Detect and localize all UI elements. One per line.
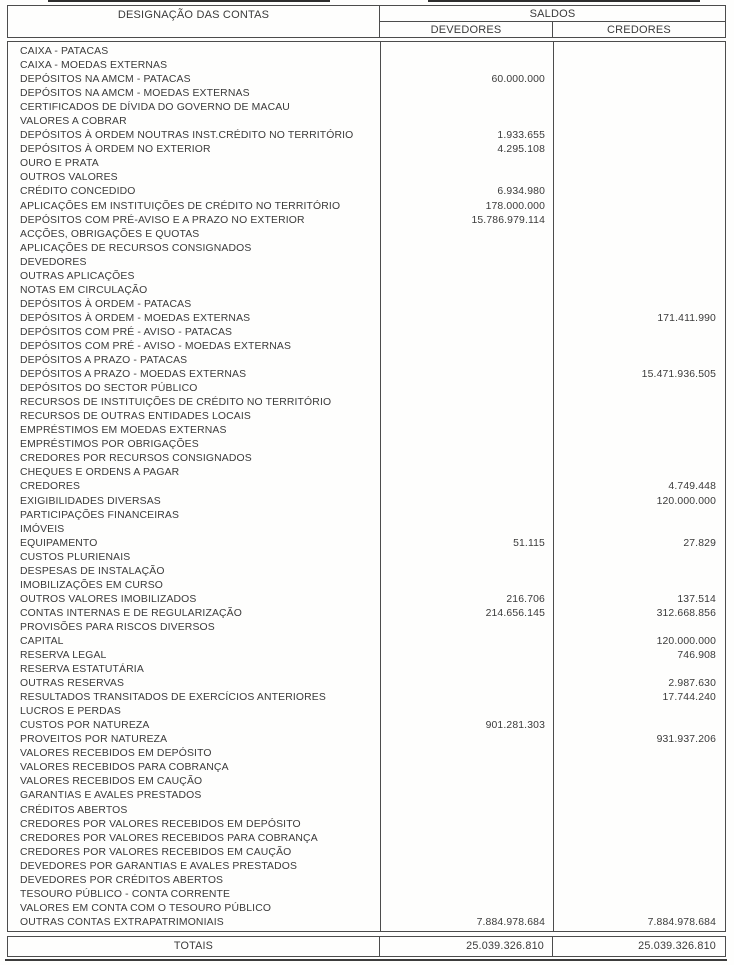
table-row xyxy=(8,157,725,171)
table-row xyxy=(8,789,725,803)
devedores-value xyxy=(380,663,553,677)
account-name: ACÇÕES, OBRIGAÇÕES E QUOTAS xyxy=(20,228,200,240)
account-name: CREDORES POR VALORES RECEBIDOS EM DEPÓSITO xyxy=(20,818,301,830)
credores-value xyxy=(553,185,725,199)
table-row xyxy=(8,649,725,663)
devedores-value xyxy=(380,565,553,579)
account-name: VALORES EM CONTA COM O TESOURO PÚBLICO xyxy=(20,902,272,914)
devedores-value: 4.295.108 xyxy=(497,144,545,156)
table-row xyxy=(8,256,725,270)
account-name: OUTROS VALORES IMOBILIZADOS xyxy=(20,593,197,605)
credores-value: 17.744.240 xyxy=(662,692,716,704)
devedores-value xyxy=(380,495,553,509)
credores-value xyxy=(553,73,725,87)
devedores-value xyxy=(380,846,553,860)
table-row xyxy=(8,73,725,87)
account-name: CREDORES POR RECURSOS CONSIGNADOS xyxy=(20,453,252,465)
credores-value xyxy=(553,157,725,171)
credores-value xyxy=(553,284,725,298)
account-name: DEPÓSITOS DO SECTOR PÚBLICO xyxy=(20,383,198,395)
table-row xyxy=(8,270,725,284)
devedores-value xyxy=(380,509,553,523)
devedores-value xyxy=(380,396,553,410)
account-name: LUCROS E PERDAS xyxy=(20,706,121,718)
table-row xyxy=(8,846,725,860)
table-row xyxy=(8,228,725,242)
table-row xyxy=(8,242,725,256)
table-row xyxy=(8,607,725,621)
devedores-value xyxy=(380,438,553,452)
credores-value xyxy=(553,228,725,242)
table-row xyxy=(8,593,725,607)
credores-value xyxy=(553,888,725,902)
devedores-value xyxy=(380,789,553,803)
account-name: OUTRAS APLICAÇÕES xyxy=(20,270,135,282)
devedores-value xyxy=(380,382,553,396)
table-row xyxy=(8,87,725,101)
table-row xyxy=(8,214,725,228)
credores-value: 137.514 xyxy=(677,593,716,605)
table-header xyxy=(7,5,726,38)
devedores-value xyxy=(380,354,553,368)
table-row xyxy=(8,143,725,157)
credores-value xyxy=(553,45,725,59)
devedores-value xyxy=(380,410,553,424)
credores-value: 7.884.978.684 xyxy=(647,916,716,928)
devedores-value xyxy=(380,733,553,747)
table-row xyxy=(8,129,725,143)
account-name: RESULTADOS TRANSITADOS DE EXERCÍCIOS ANTERIORES xyxy=(20,692,326,704)
account-name: DEPÓSITOS NA AMCM - PATACAS xyxy=(20,74,191,86)
table-row xyxy=(8,860,725,874)
devedores-value xyxy=(380,761,553,775)
credores-value xyxy=(553,747,725,761)
table-row xyxy=(8,916,725,930)
table-row xyxy=(8,200,725,214)
devedores-value xyxy=(380,874,553,888)
credores-value: 931.937.206 xyxy=(656,734,716,746)
accounts-table-body-box xyxy=(7,41,726,932)
credores-value: 2.987.630 xyxy=(668,678,716,690)
table-row xyxy=(8,523,725,537)
credores-value xyxy=(553,242,725,256)
account-name: CUSTOS PLURIENAIS xyxy=(20,551,131,563)
account-name: PARTICIPAÇÕES FINANCEIRAS xyxy=(20,509,180,521)
account-name: DEPÓSITOS À ORDEM NOUTRAS INST.CRÉDITO NO TERRITÓRIO xyxy=(20,130,354,142)
account-name: TESOURO PÚBLICO - CONTA CORRENTE xyxy=(20,888,231,900)
account-name: DEPÓSITOS À ORDEM NO EXTERIOR xyxy=(20,144,211,156)
credores-value xyxy=(553,326,725,340)
credores-value: 4.749.448 xyxy=(668,481,716,493)
credores-value xyxy=(553,621,725,635)
account-name: DEPÓSITOS À ORDEM - MOEDAS EXTERNAS xyxy=(20,312,251,324)
devedores-value xyxy=(380,747,553,761)
accounts-body xyxy=(8,42,725,931)
credores-value: 312.668.856 xyxy=(656,607,716,619)
devedores-value xyxy=(380,340,553,354)
credores-value xyxy=(553,846,725,860)
devedores-value xyxy=(380,87,553,101)
credores-value xyxy=(553,87,725,101)
account-name: OURO E PRATA xyxy=(20,158,99,170)
account-name: APLICAÇÕES DE RECURSOS CONSIGNADOS xyxy=(20,242,252,254)
table-row xyxy=(8,747,725,761)
scan-artifact-top-line xyxy=(428,0,700,2)
credores-value xyxy=(553,719,725,733)
devedores-value xyxy=(380,270,553,284)
account-name: OUTROS VALORES xyxy=(20,172,118,184)
account-name: PROVEITOS POR NATUREZA xyxy=(20,734,168,746)
devedores-value xyxy=(380,523,553,537)
account-name: NOTAS EM CIRCULAÇÃO xyxy=(20,284,148,296)
account-name: RESERVA LEGAL xyxy=(20,650,107,662)
table-row xyxy=(8,480,725,494)
account-name: CAIXA - PATACAS xyxy=(20,46,109,57)
account-name: DEVEDORES xyxy=(20,256,87,268)
devedores-value xyxy=(380,284,553,298)
devedores-value xyxy=(380,677,553,691)
scan-artifact-bottom-line xyxy=(5,959,727,961)
account-name: GARANTIAS E AVALES PRESTADOS xyxy=(20,790,202,802)
credores-value xyxy=(553,509,725,523)
table-row xyxy=(8,635,725,649)
column-header-saldos: SALDOS xyxy=(380,6,725,22)
column-divider xyxy=(553,42,554,931)
credores-value xyxy=(553,214,725,228)
table-row xyxy=(8,424,725,438)
devedores-value xyxy=(380,902,553,916)
devedores-value xyxy=(380,551,553,565)
account-name: DEVEDORES POR GARANTIAS E AVALES PRESTADOS xyxy=(20,860,298,872)
devedores-value xyxy=(380,621,553,635)
table-row xyxy=(8,691,725,705)
credores-value xyxy=(553,438,725,452)
table-row xyxy=(8,466,725,480)
account-name: OUTRAS RESERVAS xyxy=(20,678,125,690)
account-name: EMPRÉSTIMOS EM MOEDAS EXTERNAS xyxy=(20,425,227,437)
devedores-value xyxy=(380,242,553,256)
credores-value xyxy=(553,551,725,565)
credores-value xyxy=(553,452,725,466)
credores-value xyxy=(553,579,725,593)
scan-artifact-top-line xyxy=(48,0,330,2)
credores-value xyxy=(553,340,725,354)
credores-value xyxy=(553,354,725,368)
table-row xyxy=(8,733,725,747)
table-row xyxy=(8,326,725,340)
account-name: DEVEDORES POR CRÉDITOS ABERTOS xyxy=(20,874,224,886)
table-row xyxy=(8,621,725,635)
account-name: CRÉDITOS ABERTOS xyxy=(20,804,128,816)
table-row xyxy=(8,677,725,691)
account-name: DEPÓSITOS A PRAZO - PATACAS xyxy=(20,355,188,367)
credores-value xyxy=(553,466,725,480)
credores-value xyxy=(553,424,725,438)
devedores-value: 60.000.000 xyxy=(491,74,545,86)
devedores-value: 214.656.145 xyxy=(485,607,545,619)
account-name: CRÉDITO CONCEDIDO xyxy=(20,186,136,198)
column-divider xyxy=(380,42,381,931)
devedores-value xyxy=(380,424,553,438)
table-row xyxy=(8,45,725,59)
credores-value xyxy=(553,410,725,424)
credores-value xyxy=(553,396,725,410)
account-name: CAIXA - MOEDAS EXTERNAS xyxy=(20,60,168,72)
account-name: DEPÓSITOS A PRAZO - MOEDAS EXTERNAS xyxy=(20,369,247,381)
table-row xyxy=(8,312,725,326)
credores-value xyxy=(553,789,725,803)
devedores-value xyxy=(380,804,553,818)
credores-value xyxy=(553,270,725,284)
credores-value xyxy=(553,565,725,579)
credores-value xyxy=(553,832,725,846)
account-name: CREDORES POR VALORES RECEBIDOS EM CAUÇÃO xyxy=(20,846,292,858)
account-name: EXIGIBILIDADES DIVERSAS xyxy=(20,495,161,507)
account-name: CUSTOS POR NATUREZA xyxy=(20,720,150,732)
account-name: APLICAÇÕES EM INSTITUIÇÕES DE CRÉDITO NO TERRITÓRIO xyxy=(20,200,341,212)
credores-value: 27.829 xyxy=(683,537,716,549)
table-row xyxy=(8,874,725,888)
credores-value xyxy=(553,705,725,719)
account-name: VALORES RECEBIDOS EM CAUÇÃO xyxy=(20,776,203,788)
table-row xyxy=(8,579,725,593)
table-row xyxy=(8,115,725,129)
credores-value xyxy=(553,59,725,73)
table-row xyxy=(8,663,725,677)
table-row xyxy=(8,298,725,312)
devedores-value xyxy=(380,256,553,270)
account-name: OUTRAS CONTAS EXTRAPATRIMONIAIS xyxy=(20,916,224,928)
table-row xyxy=(8,761,725,775)
column-header-devedores: DEVEDORES xyxy=(380,22,553,37)
table-row xyxy=(8,775,725,789)
table-row xyxy=(8,284,725,298)
devedores-value xyxy=(380,452,553,466)
totals-credores-value: 25.039.326.810 xyxy=(638,940,716,952)
credores-value: 171.411.990 xyxy=(657,312,716,324)
credores-value xyxy=(553,200,725,214)
totals-row xyxy=(7,936,726,957)
devedores-value: 7.884.978.684 xyxy=(476,916,545,928)
credores-value xyxy=(553,256,725,270)
credores-value xyxy=(553,171,725,185)
account-name: DESPESAS DE INSTALAÇÃO xyxy=(20,565,165,577)
devedores-value: 178.000.000 xyxy=(485,200,545,212)
account-name: VALORES A COBRAR xyxy=(20,116,127,128)
devedores-value xyxy=(380,157,553,171)
table-row xyxy=(8,340,725,354)
devedores-value: 15.786.979.114 xyxy=(471,214,545,226)
devedores-value: 901.281.303 xyxy=(485,720,545,732)
account-name: CONTAS INTERNAS E DE REGULARIZAÇÃO xyxy=(20,607,242,619)
credores-value xyxy=(553,143,725,157)
table-row xyxy=(8,410,725,424)
table-row xyxy=(8,185,725,199)
devedores-value xyxy=(380,115,553,129)
table-row xyxy=(8,368,725,382)
totals-devedores-value: 25.039.326.810 xyxy=(380,937,553,956)
credores-value xyxy=(553,775,725,789)
devedores-value xyxy=(380,45,553,59)
account-name: EMPRÉSTIMOS POR OBRIGAÇÕES xyxy=(20,439,199,451)
account-name: CHEQUES E ORDENS A PAGAR xyxy=(20,467,180,479)
devedores-value xyxy=(380,326,553,340)
credores-value xyxy=(553,298,725,312)
devedores-value xyxy=(380,480,553,494)
devedores-value xyxy=(380,228,553,242)
credores-value: 120.000.000 xyxy=(656,495,716,507)
table-row xyxy=(8,495,725,509)
devedores-value xyxy=(380,888,553,902)
account-name: DEPÓSITOS COM PRÉ-AVISO E A PRAZO NO EXTERIOR xyxy=(20,214,305,226)
table-row xyxy=(8,101,725,115)
table-row xyxy=(8,551,725,565)
credores-value xyxy=(553,663,725,677)
account-name: DEPÓSITOS À ORDEM - PATACAS xyxy=(20,298,192,310)
account-name: IMOBILIZAÇÕES EM CURSO xyxy=(20,579,164,591)
account-name: DEPÓSITOS COM PRÉ - AVISO - MOEDAS EXTERNAS xyxy=(20,340,292,352)
table-row xyxy=(8,818,725,832)
table-row xyxy=(8,804,725,818)
account-name: RESERVA ESTATUTÁRIA xyxy=(20,664,144,676)
account-name: DEPÓSITOS NA AMCM - MOEDAS EXTERNAS xyxy=(20,88,250,100)
table-row xyxy=(8,902,725,916)
devedores-value xyxy=(380,832,553,846)
account-name: RECURSOS DE OUTRAS ENTIDADES LOCAIS xyxy=(20,411,251,423)
table-row xyxy=(8,832,725,846)
credores-value xyxy=(553,523,725,537)
account-name: CREDORES xyxy=(20,481,81,493)
devedores-value xyxy=(380,101,553,115)
credores-value xyxy=(553,874,725,888)
account-name: CAPITAL xyxy=(20,635,64,647)
devedores-value: 216.706 xyxy=(506,593,545,605)
account-name: CREDORES POR VALORES RECEBIDOS PARA COBRANÇA xyxy=(20,832,318,844)
table-row xyxy=(8,509,725,523)
devedores-value: 51.115 xyxy=(513,537,545,549)
credores-value xyxy=(553,761,725,775)
account-name: VALORES RECEBIDOS EM DEPÓSITO xyxy=(20,748,212,760)
table-row xyxy=(8,565,725,579)
account-name: EQUIPAMENTO xyxy=(20,537,98,549)
devedores-value xyxy=(380,649,553,663)
credores-value: 746.908 xyxy=(677,650,716,662)
devedores-value: 1.933.655 xyxy=(497,130,545,142)
account-name: RECURSOS DE INSTITUIÇÕES DE CRÉDITO NO TERRITÓRIO xyxy=(20,397,332,409)
table-row xyxy=(8,452,725,466)
credores-value: 120.000.000 xyxy=(656,635,716,647)
devedores-value xyxy=(380,818,553,832)
table-row xyxy=(8,888,725,902)
table-row xyxy=(8,719,725,733)
account-name: IMÓVEIS xyxy=(20,523,65,535)
table-row xyxy=(8,354,725,368)
credores-value xyxy=(553,101,725,115)
table-row xyxy=(8,171,725,185)
devedores-value xyxy=(380,59,553,73)
column-header-designacao: DESIGNAÇÃO DAS CONTAS xyxy=(8,6,380,37)
totals-label: TOTAIS xyxy=(8,937,380,956)
devedores-value xyxy=(380,466,553,480)
credores-value xyxy=(553,115,725,129)
devedores-value xyxy=(380,298,553,312)
credores-value xyxy=(553,902,725,916)
table-row xyxy=(8,59,725,73)
account-name: PROVISÕES PARA RISCOS DIVERSOS xyxy=(20,621,215,633)
credores-value xyxy=(553,129,725,143)
credores-value xyxy=(553,804,725,818)
table-row xyxy=(8,438,725,452)
credores-value xyxy=(553,860,725,874)
table-row xyxy=(8,382,725,396)
table-row xyxy=(8,396,725,410)
devedores-value xyxy=(380,368,553,382)
devedores-value xyxy=(380,171,553,185)
account-name: VALORES RECEBIDOS PARA COBRANÇA xyxy=(20,762,229,774)
table-row xyxy=(8,705,725,719)
devedores-value xyxy=(380,312,553,326)
devedores-value xyxy=(380,635,553,649)
devedores-value xyxy=(380,860,553,874)
credores-value xyxy=(553,382,725,396)
account-name: CERTIFICADOS DE DÍVIDA DO GOVERNO DE MACAU xyxy=(20,102,290,114)
account-name: DEPÓSITOS COM PRÉ - AVISO - PATACAS xyxy=(20,326,233,338)
devedores-value: 6.934.980 xyxy=(497,186,545,198)
devedores-value xyxy=(380,775,553,789)
devedores-value xyxy=(380,705,553,719)
devedores-value xyxy=(380,691,553,705)
credores-value xyxy=(553,818,725,832)
credores-value: 15.471.936.505 xyxy=(641,369,716,381)
column-header-credores: CREDORES xyxy=(607,23,671,36)
table-row xyxy=(8,537,725,551)
devedores-value xyxy=(380,579,553,593)
